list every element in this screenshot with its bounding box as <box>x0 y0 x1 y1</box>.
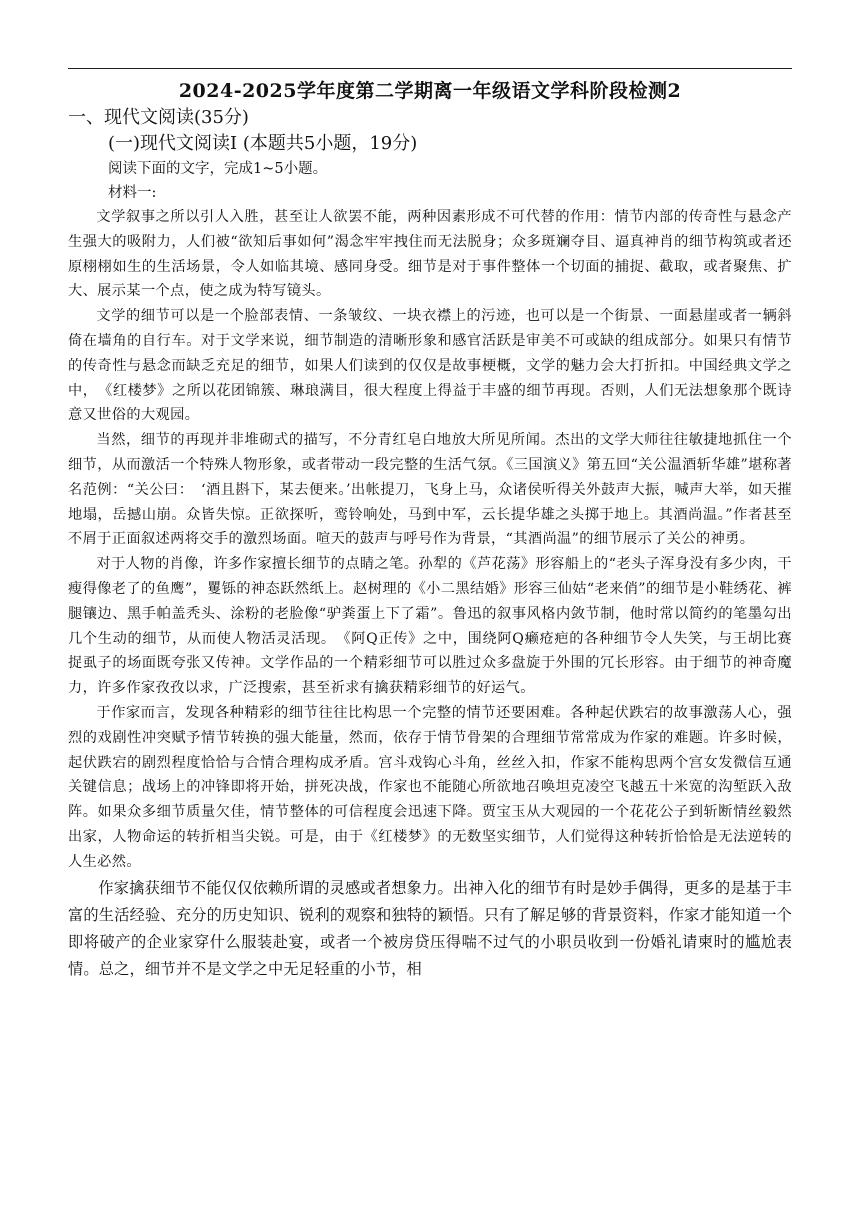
instruction-text: 阅读下面的文字，完成1~5小题。 <box>108 161 328 177</box>
material-label: 材料一: <box>108 185 157 201</box>
section-heading: 一、现代文阅读(35分) <box>68 107 249 128</box>
exam-page <box>68 68 792 983</box>
paragraph: 对于人物的肖像，许多作家擅长细节的点睛之笔。孙犁的《芦花荡》形容船上的“老头子浑身没有多少肉，干瘦得像老了的鱼鹰”，矍铄的神态跃然纸上。赵树理的《小二黑结婚》形容三仙姑“老来俏”的细节是小鞋绣花、裤腿镶边、黑手帕盖秃头、涂粉的老脸像“驴粪蛋上下了霜”。鲁迅的叙事风格内敛节制，他时常以简约的笔墨勾出几个生动的细节，从而使人物活灵活现。 《阿Q正传》之中，围绕阿Q癞疮疤的各种细节令人失笑，与王胡比赛捉虱子的场面既夸张又传神。文学作品的一个精彩细节可以胜过众多盘旋于外围的冗长形容。由于细节的神奇魔力，许多作家孜孜以求，广泛搜索，甚至祈求有擒获精彩细节的好运气。 <box>68 556 792 697</box>
paragraph: 作家擒获细节不能仅仅依赖所谓的灵感或者想象力。出神入化的细节有时是妙手偶得，更多的是基于丰富的生活经验、充分的历史知识、锐利的观察和独特的颖悟。只有了解足够的背景资料，作家才能知道一个即将破产的企业家穿什么服装赴宴，或者一个被房贷压得喘不过气的小职员收到一份婚礼请柬时的尴尬表情。总之，细节并不是文学之中无足轻重的小节，相 <box>68 878 792 978</box>
paragraph: 当然，细节的再现并非堆砌式的描写，不分青红皂白地放大所见所闻。杰出的文学大师往往敏捷地抓住一个细节，从而激活一个特殊人物形象，或者带动一段完整的生活气氛。《三国演义》第五回“关公温酒斩华雄”堪称著名范例：“关公曰： ‘酒且斟下，某去便来。’出帐提刀，飞身上马，众诸侯听得关外鼓声大振，喊声大举，如天摧地塌，岳撼山崩。众皆失惊。正欲探听，鸾铃响处，马到中军，云长提华雄之头掷于地上。其酒尚温。”作者甚至不屑于正面叙述两将交手的激烈场面。喧天的鼓声与呼号作为背景，“其酒尚温”的细节展示了关公的神勇。 <box>68 432 792 548</box>
top-rule <box>68 68 792 69</box>
paragraph: 文学叙事之所以引人入胜，甚至让人欲罢不能，两种因素形成不可代替的作用：情节内部的传奇性与悬念产生强大的吸附力，人们被“欲知后事如何”渴念牢牢拽住而无法脱身；众多斑斓夺目、逼真神肖的细节构筑或者还原栩栩如生的生活场景，令人如临其境、感同身受。细节是对于事件整体一个切面的捕捉、截取，或者聚焦、扩大、展示某一个点，使之成为特写镜头。 <box>68 209 792 300</box>
sub-heading: (一)现代文阅读Ⅰ (本题共5小题，19分) <box>108 133 418 154</box>
exam-title: 2024-2025学年度第二学期离一年级语文学科阶段检测2 <box>178 80 682 102</box>
paragraph: 于作家而言，发现各种精彩的细节往往比构思一个完整的情节还要困难。各种起伏跌宕的故事激荡人心，强烈的戏剧性冲突赋予情节转换的强大能量，然而，依存于情节骨架的合理细节常常成为作家的难题。许多时候，起伏跌宕的剧烈程度恰恰与合情合理构成矛盾。宫斗戏钩心斗角，丝丝入扣，作家不能构思两个宫女发微信互通关键信息；战场上的冲锋即将开始，拼死决战，作家也不能随心所欲地召唤坦克凌空飞越五十米宽的沟堑跃入敌阵。如果众多细节质量欠佳，情节整体的可信程度会迅速下降。贾宝玉从大观园的一个花花公子到斩断情丝毅然出家，人物命运的转折相当尖锐。可是，由于《红楼梦》的无数坚实细节，人们觉得这种转折恰恰是无法逆转的人生必然。 <box>68 704 792 870</box>
paragraph: 文学的细节可以是一个脸部表情、一条皱纹、一块衣襟上的污迹，也可以是一个街景、一面悬崖或者一辆斜倚在墙角的自行车。对于文学来说，细节制造的清晰形象和感官活跃是审美不可或缺的组成部分。如果只有情节的传奇性与悬念而缺乏充足的细节，如果人们读到的仅仅是故事梗概，文学的魅力会大打折扣。中国经典文学之中， 《红楼梦》之所以花团锦簇、琳琅满目，很大程度上得益于丰盛的细节再现。否则，人们无法想象那个既诗意又世俗的大观园。 <box>68 308 792 424</box>
